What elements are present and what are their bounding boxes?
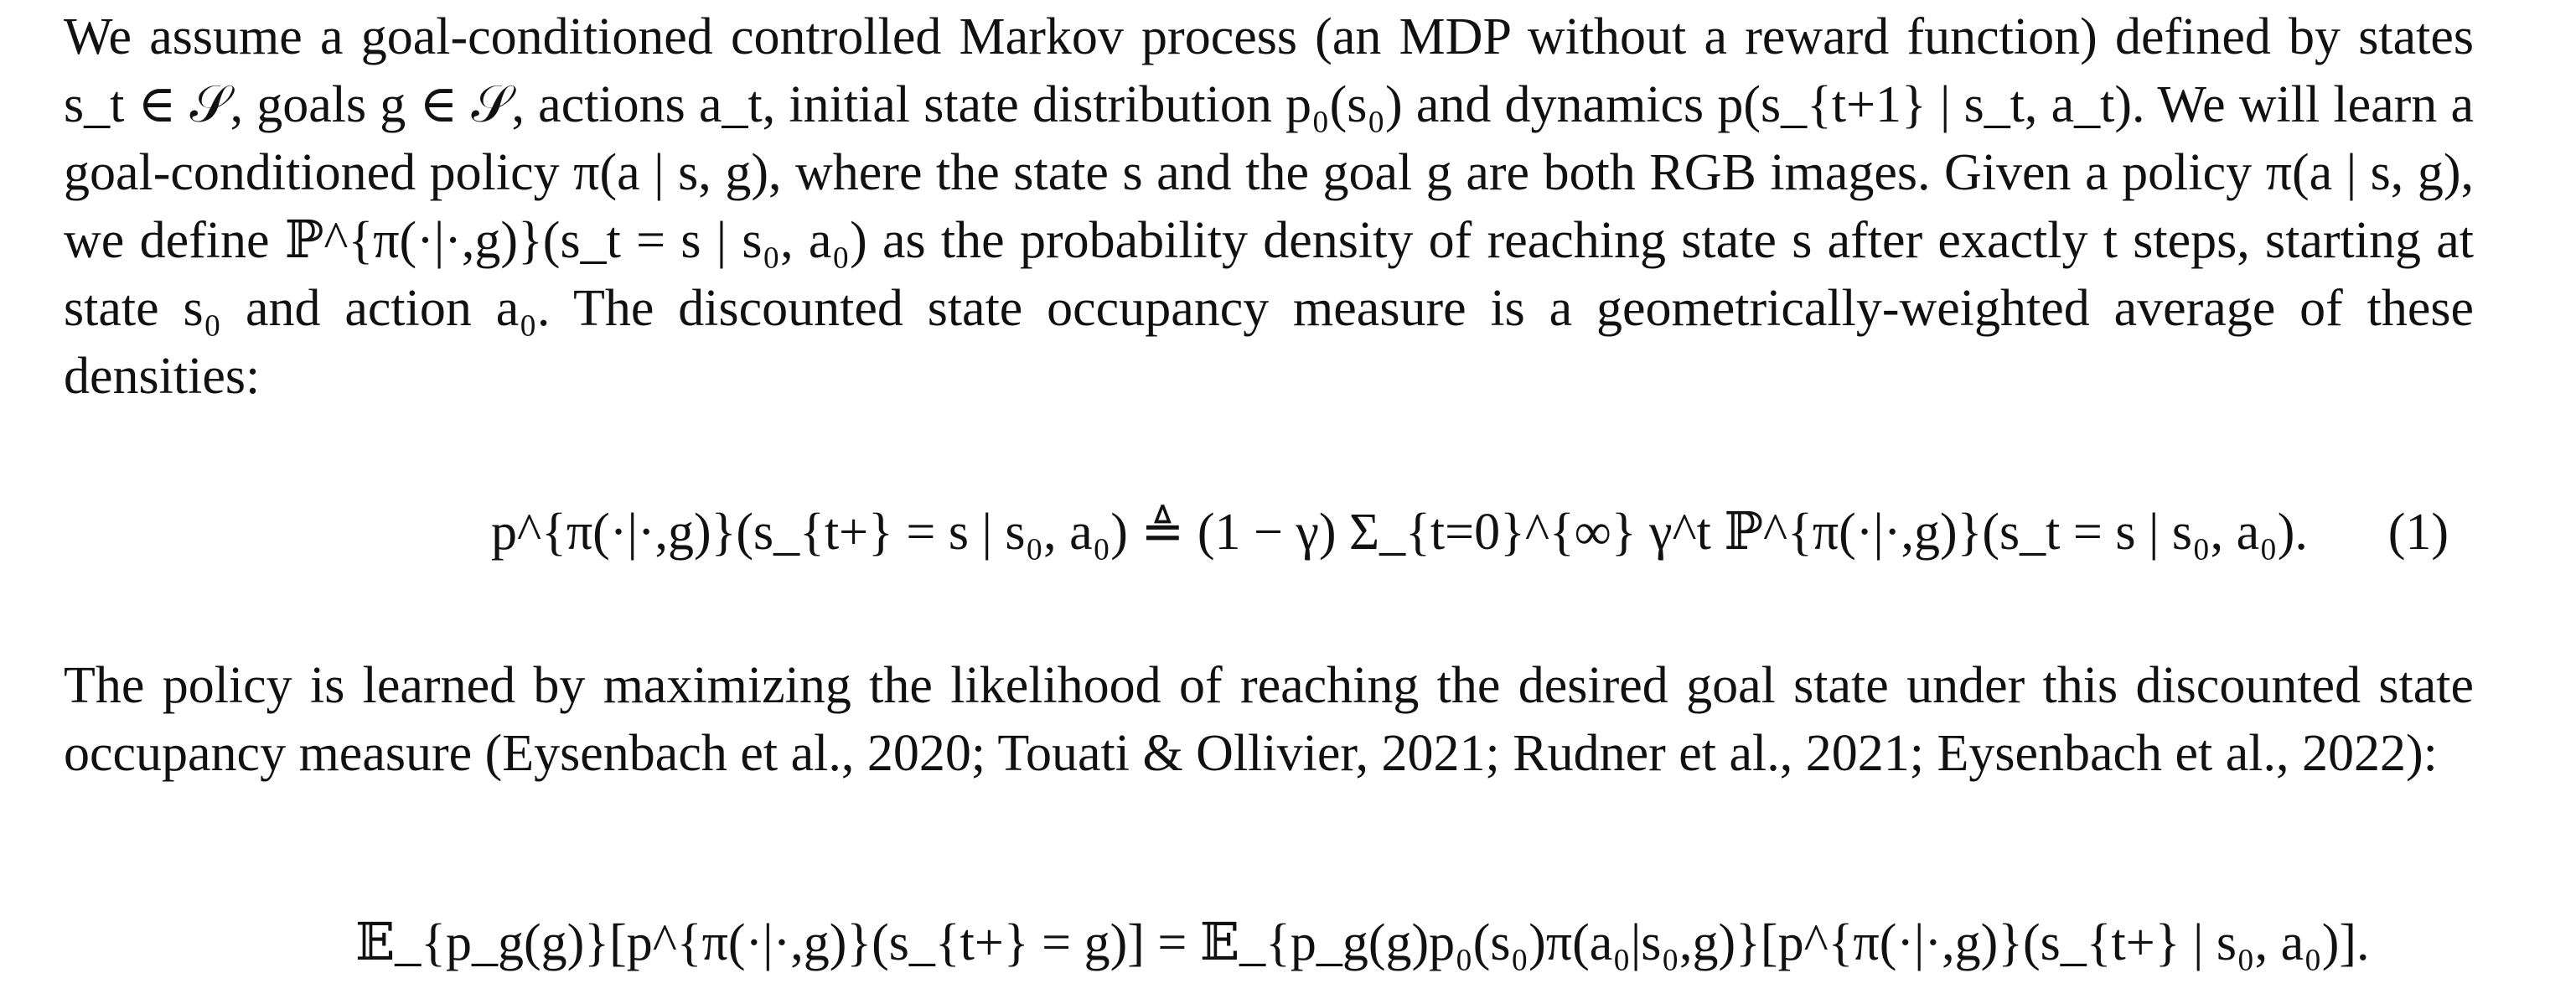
equation-2: 𝔼_{p_g(g)}[p^{π(·|·,g)}(s_{t+} = g)] = 𝔼_{p_g(g)p₀(s₀)π(a₀|s₀,g)}[p^{π(·|·,g)}(s_{t+} | s₀, a₀)].	[355, 914, 2370, 971]
paragraph-1: We assume a goal-conditioned controlled Markov process (an MDP without a reward function) defined by states s_t ∈ 𝒮, goals g ∈ 𝒮, actions a_t, initial state distribution p₀(s₀) and dynamics p(s_{t+1} | s_t, a_t). We will learn a goal-conditioned policy π(a | s, g), where the state s and the goal g are both RGB images. Given a policy π(a | s, g), we define ℙ^{π(·|·,g)}(s_t = s | s₀, a₀) as the probability density of reaching state s after exactly t steps, starting at state s₀ and action a₀. The discounted state occupancy measure is a geometrically-weighted average of these densities:	[64, 8, 2474, 405]
equation-1: p^{π(·|·,g)}(s_{t+} = s | s₀, a₀) ≜ (1 − γ) Σ_{t=0}^{∞} γ^t ℙ^{π(·|·,g)}(s_t = s | s₀, a₀).	[491, 504, 2308, 561]
equation-1-number: (1)	[2387, 504, 2449, 561]
paragraph-2: The policy is learned by maximizing the likelihood of reaching the desired goal state under this discounted state occupancy measure (Eysenbach et al., 2020; Touati & Ollivier, 2021; Rudner et al., 2021; Eysenbach et al., 2022):	[64, 657, 2474, 782]
